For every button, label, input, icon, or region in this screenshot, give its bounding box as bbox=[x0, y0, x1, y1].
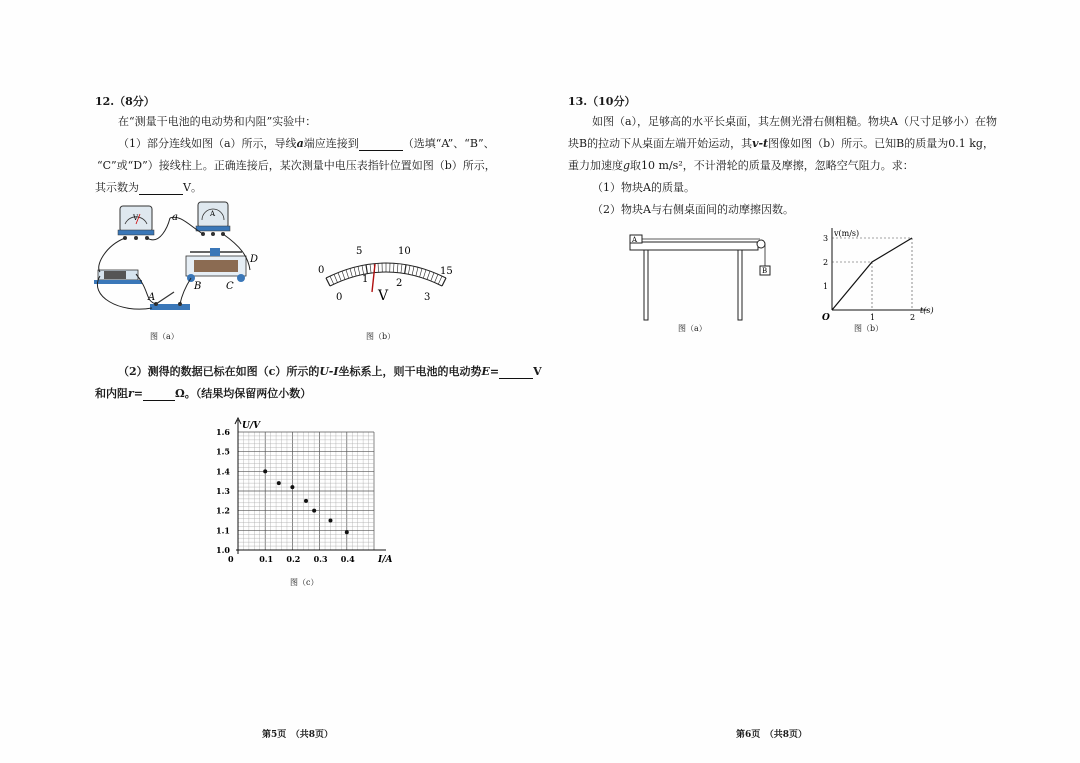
q13-line1: 如图（a），足够高的水平长桌面，其左侧光滑右侧粗糙。物块A（尺寸足够小）在物 bbox=[592, 115, 997, 128]
switch-icon bbox=[150, 292, 190, 310]
ammeter-icon bbox=[196, 202, 230, 236]
q12-part1-line3: 其示数为 V。 bbox=[95, 181, 202, 194]
ammeter-label: A bbox=[210, 210, 216, 218]
x-tick-label: 1 bbox=[870, 313, 876, 322]
y-axis-label: v(m/s) bbox=[834, 229, 860, 238]
y-tick-label: 1.0 bbox=[216, 545, 230, 555]
x-tick-label: 2 bbox=[910, 313, 916, 322]
pulley-icon bbox=[757, 240, 765, 248]
scale-bottom-3: 3 bbox=[424, 292, 431, 303]
y-tick-label: 3 bbox=[823, 234, 829, 243]
scale-tick bbox=[342, 271, 345, 279]
data-point bbox=[290, 485, 294, 489]
battery-icon bbox=[94, 270, 142, 284]
answer-blank-resistance bbox=[143, 389, 175, 401]
scale-tick bbox=[408, 265, 410, 274]
fig-a-caption-right: 图（a） bbox=[678, 324, 707, 333]
rheostat-icon bbox=[186, 248, 246, 282]
wire-a-label: a bbox=[172, 212, 178, 223]
scale-tick bbox=[334, 274, 337, 282]
scale-top-5: 5 bbox=[356, 246, 363, 257]
x-axis-label: I/A bbox=[378, 555, 393, 565]
q13-header: 13.（10分） bbox=[568, 95, 636, 108]
terminal-d-label: D bbox=[250, 254, 259, 265]
answer-blank-voltage bbox=[139, 183, 183, 195]
fig-c-caption: 图（c） bbox=[290, 578, 319, 587]
q13-line2: 块B的拉动下从桌面左端开始运动，其v-t图像如图（b）所示。已知B的质量为0.1 kg， bbox=[568, 137, 994, 150]
q13-question2: （2）物块A与右侧桌面间的动摩擦因数。 bbox=[592, 203, 794, 216]
block-b-label: B bbox=[762, 267, 768, 275]
answer-blank-emf bbox=[499, 367, 533, 379]
scale-tick bbox=[354, 267, 356, 276]
data-point bbox=[345, 530, 349, 534]
scale-tick bbox=[412, 266, 414, 275]
x-tick-label: 0.3 bbox=[313, 554, 328, 564]
page-footer-6: 第6页 （共8页） bbox=[736, 730, 808, 740]
scale-unit: V bbox=[378, 288, 389, 304]
fig-a-caption: 图（a） bbox=[150, 332, 179, 341]
y-tick-label: 1.6 bbox=[216, 427, 230, 437]
scale-tick bbox=[370, 264, 371, 273]
answer-blank-terminal bbox=[359, 139, 403, 151]
x-tick-label: 0.4 bbox=[340, 554, 355, 564]
scale-tick bbox=[431, 273, 434, 281]
q12-part2-line2: 和内阻r= Ω。（结果均保留两位小数） bbox=[95, 387, 312, 400]
fig-b-caption: 图（b） bbox=[366, 332, 396, 341]
q12-part2-line1: （2）测得的数据已标在如图（c）所示的U-I坐标系上，则干电池的电动势E= V bbox=[118, 365, 542, 378]
x-axis-label: t(s) bbox=[920, 306, 934, 315]
scale-tick bbox=[416, 267, 418, 276]
scale-tick bbox=[346, 270, 349, 279]
scale-tick bbox=[330, 276, 334, 284]
table-top bbox=[630, 242, 758, 250]
y-tick-label: 1.5 bbox=[216, 446, 230, 457]
data-point bbox=[277, 481, 281, 485]
scale-tick bbox=[435, 274, 438, 282]
scale-tick bbox=[401, 264, 402, 273]
data-point bbox=[312, 509, 316, 513]
x-tick-label: 0.1 bbox=[259, 554, 274, 564]
scale-tick bbox=[397, 264, 398, 273]
table-pulley-diagram bbox=[626, 232, 774, 324]
scale-tick bbox=[405, 265, 406, 274]
terminal-a-label: A bbox=[148, 292, 156, 303]
scale-tick bbox=[326, 278, 330, 286]
q12-part1-line2: “C”或“D”）接线柱上。正确连接后，某次测量中电压表指针位置如图（b）所示， bbox=[97, 159, 496, 172]
origin-label: O bbox=[822, 313, 830, 322]
x-tick-label: 0 bbox=[228, 554, 234, 564]
scale-bottom-0: 0 bbox=[336, 292, 343, 303]
scale-tick bbox=[350, 268, 352, 277]
q13-line3: 重力加速度g取10 m/s²，不计滑轮的质量及摩擦，忽略空气阻力。求： bbox=[568, 159, 914, 172]
y-tick-label: 1.3 bbox=[216, 486, 230, 496]
q13-question1: （1）物块A的质量。 bbox=[592, 181, 695, 194]
page-footer-5: 第5页 （共8页） bbox=[262, 730, 334, 740]
circuit-diagram bbox=[90, 196, 270, 324]
x-tick-label: 0.2 bbox=[286, 554, 301, 564]
scale-tick bbox=[442, 278, 446, 286]
q12-intro: 在“测量干电池的电动势和内阻”实验中： bbox=[118, 115, 317, 128]
needle-icon bbox=[372, 264, 375, 292]
voltmeter-label: V bbox=[133, 214, 139, 222]
scale-top-15: 15 bbox=[440, 266, 453, 277]
scale-tick bbox=[393, 263, 394, 272]
voltmeter-scale bbox=[312, 240, 460, 306]
table-leg-right bbox=[738, 250, 742, 320]
table-leg-left bbox=[644, 250, 648, 320]
data-point bbox=[263, 469, 267, 473]
scale-tick bbox=[338, 273, 341, 281]
scale-top-10: 10 bbox=[398, 246, 411, 257]
scale-tick bbox=[427, 271, 430, 279]
voltmeter-icon bbox=[118, 206, 154, 240]
y-tick-label: 1.2 bbox=[216, 505, 230, 516]
scale-tick bbox=[362, 265, 364, 274]
vt-chart bbox=[812, 222, 952, 322]
page-6 bbox=[540, 0, 1080, 763]
y-tick-label: 1.1 bbox=[216, 525, 230, 536]
q12-header: 12.（8分） bbox=[95, 95, 155, 108]
scale-tick bbox=[420, 268, 422, 277]
fig-b-caption-right: 图（b） bbox=[854, 324, 884, 333]
scale-bottom-1: 1 bbox=[362, 274, 369, 285]
y-tick-label: 2 bbox=[823, 258, 829, 267]
y-tick-label: 1 bbox=[823, 282, 829, 291]
terminal-c-label: C bbox=[226, 281, 234, 292]
scale-top-0: 0 bbox=[318, 265, 325, 276]
data-point bbox=[304, 499, 308, 503]
scale-tick bbox=[438, 276, 442, 284]
ui-chart bbox=[210, 414, 400, 574]
scale-tick bbox=[423, 270, 426, 279]
data-point bbox=[328, 519, 332, 523]
scale-tick bbox=[378, 263, 379, 272]
y-tick-label: 1.4 bbox=[216, 466, 230, 477]
terminal-b-label: B bbox=[194, 281, 202, 292]
q12-part1-line1: （1）部分连线如图（a）所示，导线a端应连接到 （选填“A”、“B”、 bbox=[118, 137, 495, 150]
scale-bottom-2: 2 bbox=[396, 278, 403, 289]
scale-tick bbox=[358, 266, 360, 275]
y-axis-label: U/V bbox=[242, 421, 261, 431]
block-a-label: A bbox=[632, 236, 638, 244]
scale-tick bbox=[366, 265, 367, 274]
